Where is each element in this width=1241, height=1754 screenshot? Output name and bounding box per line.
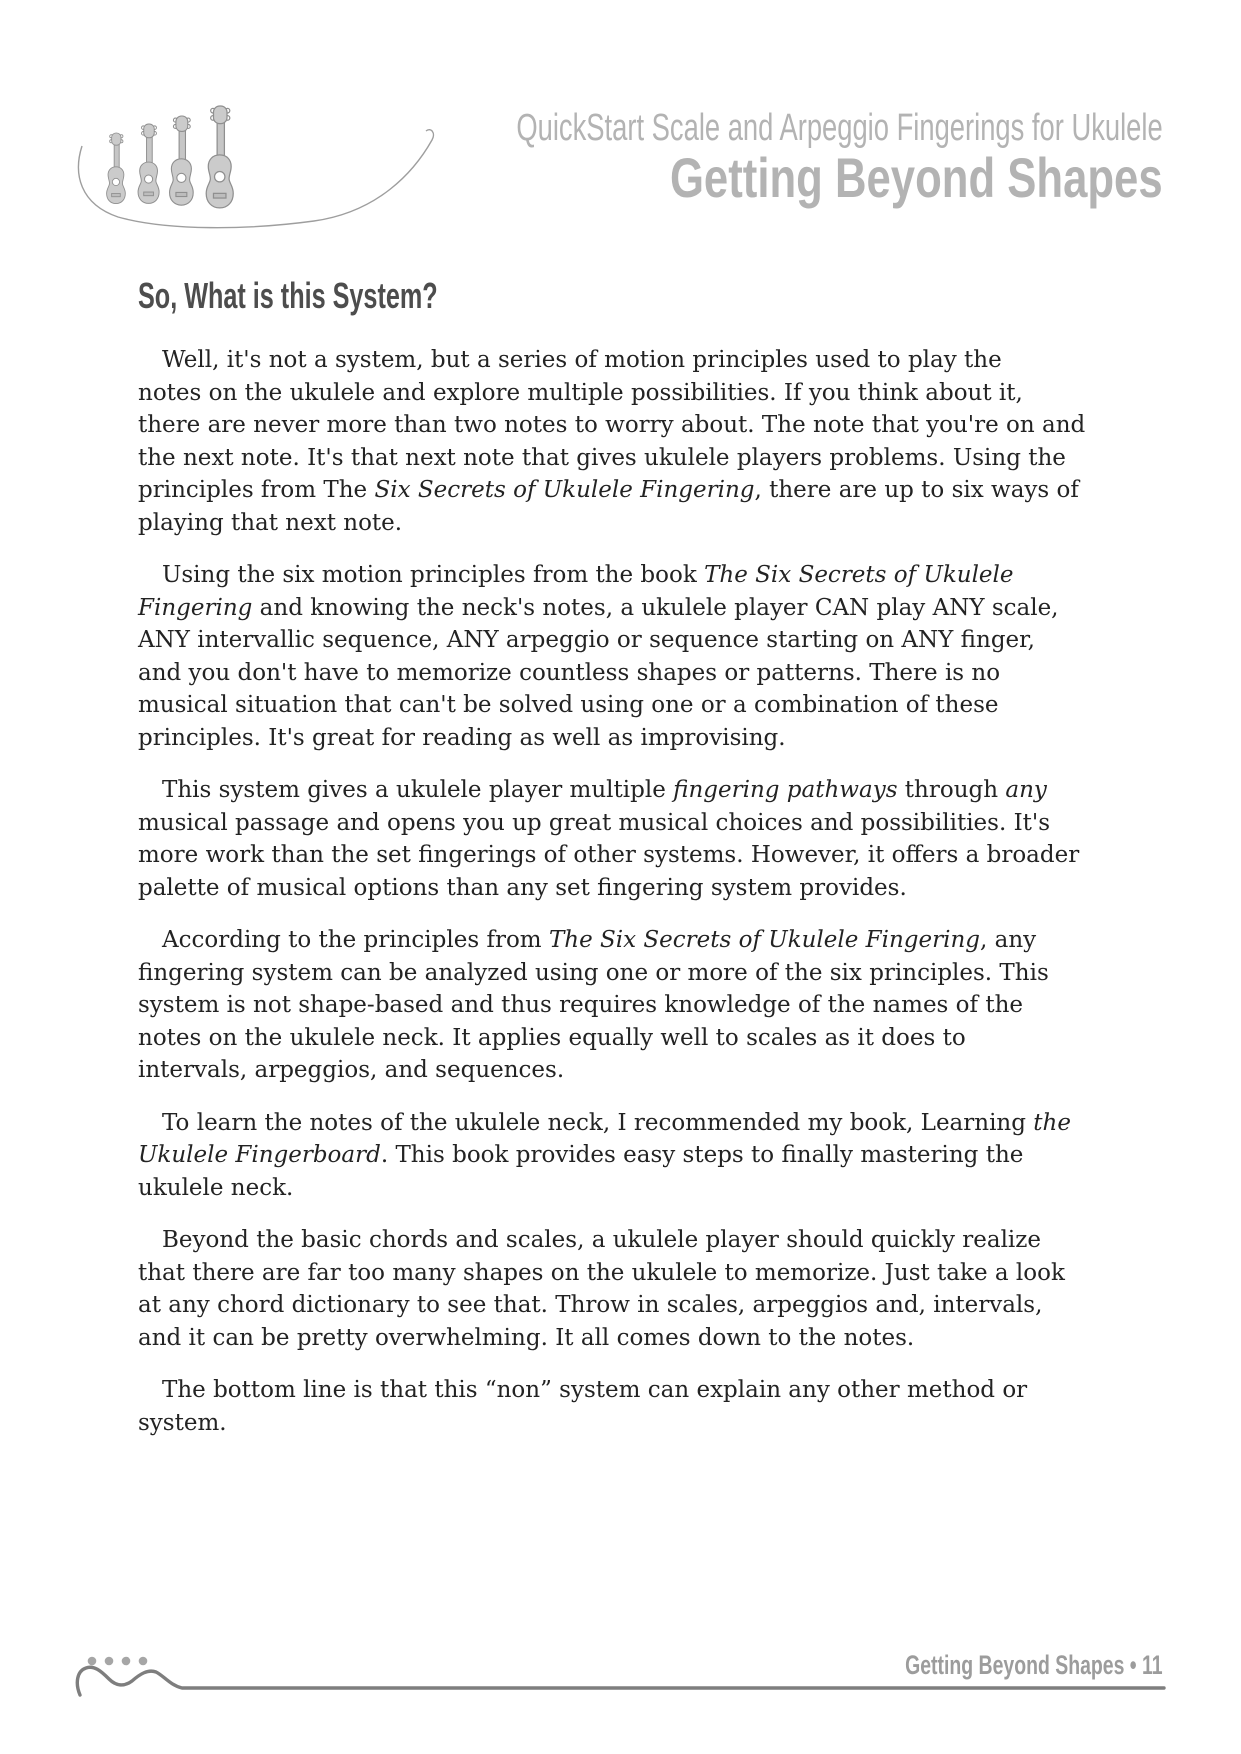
text-run: more work than the set fingerings of other systems. However, it offers a broader <box>138 842 1080 868</box>
text-run: and it can be pretty overwhelming. It all comes down to the notes. <box>138 1324 915 1351</box>
text-run: there are never more than two notes to worry about. The note that you're on and <box>138 412 1086 438</box>
text-run: fingering system can be analyzed using one or more of the six principles. This <box>138 959 1049 986</box>
paragraphs <box>138 344 1148 1439</box>
text-run: This system gives a ukulele player multiple <box>162 777 674 803</box>
text-run: . This book provides easy steps to finally mastering the <box>380 1142 1024 1168</box>
text-run: intervals, arpeggios, and sequences. <box>138 1057 565 1083</box>
text-run: and knowing the neck's notes, a ukulele player CAN play ANY scale, <box>252 594 1059 621</box>
series-title <box>265 109 1163 147</box>
footer-page-label-text: Getting Beyond Shapes • 11 <box>905 1650 1163 1680</box>
ukulele-icon-concert <box>138 124 159 203</box>
paragraph <box>138 1224 1148 1354</box>
paragraph <box>138 1374 1148 1439</box>
text-run: system is not shape-based and thus requires knowledge of the names of the <box>138 992 1024 1018</box>
content <box>138 276 1148 1459</box>
text-run: ukulele neck. <box>138 1174 294 1201</box>
footer-page-label <box>805 1652 1163 1679</box>
text-run: The bottom line is that this “non” system can explain any other method or <box>162 1377 1028 1403</box>
text-run: Beyond the basic chords and scales, a ukulele player should quickly realize <box>162 1227 1042 1253</box>
text-run: notes on the ukulele and explore multiple possibilities. If you think about it, <box>138 379 1023 406</box>
text-run: musical situation that can't be solved using one or a combination of these <box>138 692 999 718</box>
text-run-italic: any <box>1005 777 1047 803</box>
text-run: , there are up to six ways of <box>754 477 1079 503</box>
series-title-text: QuickStart Scale and Arpeggio Fingerings for Ukulele <box>516 107 1163 149</box>
text-run: palette of musical options than any set fingering system provides. <box>138 874 907 901</box>
text-run: musical passage and opens you up great musical choices and possibilities. It's <box>138 809 1051 836</box>
text-run: Well, it's not a system, but a series of motion principles used to play the <box>162 347 1002 373</box>
ukulele-icon-soprano <box>107 133 126 204</box>
text-run: ANY intervallic sequence, ANY arpeggio or sequence starting on ANY finger, <box>138 627 1035 653</box>
paragraph <box>138 1107 1148 1205</box>
text-run-italic: Fingering <box>138 594 253 621</box>
text-run: at any chord dictionary to see that. Throw in scales, arpeggios and, intervals, <box>138 1292 1043 1318</box>
text-run: notes on the ukulele neck. It applies equally well to scales as it does to <box>138 1024 966 1051</box>
tuning-peg-dots <box>88 1657 148 1666</box>
text-run-italic: the <box>1033 1109 1071 1136</box>
paragraph <box>138 774 1148 904</box>
paragraph <box>138 344 1148 539</box>
text-run: principles from The <box>138 477 375 503</box>
section-heading-text: So, What is this System? <box>138 275 438 316</box>
text-run-italic: Ukulele Fingerboard <box>138 1142 381 1168</box>
text-run-italic: Six Secrets of Ukulele Fingering <box>374 477 755 503</box>
text-run: To learn the notes of the ukulele neck, I recommended my book, Learning <box>162 1109 1034 1136</box>
text-run: through <box>897 777 1006 803</box>
text-run: system. <box>138 1409 227 1436</box>
section-heading <box>138 276 1148 316</box>
chapter-title <box>531 146 1163 209</box>
text-run: that there are far too many shapes on the ukulele to memorize. Just take a look <box>138 1259 1065 1286</box>
text-run-italic: fingering pathways <box>673 777 898 803</box>
ukulele-icon-tenor <box>170 116 194 205</box>
text-run-italic: The Six Secrets of Ukulele Fingering <box>548 927 981 953</box>
text-run: the next note. It's that next note that gives ukulele players problems. Using the <box>138 444 1066 471</box>
paragraph <box>138 924 1148 1087</box>
chapter-title-text: Getting Beyond Shapes <box>670 146 1163 209</box>
ukulele-icon-baritone <box>206 106 233 208</box>
text-run: playing that next note. <box>138 509 403 536</box>
text-run-italic: The Six Secrets of Ukulele <box>704 562 1014 588</box>
text-run: According to the principles from <box>162 927 549 953</box>
paragraph <box>138 559 1148 754</box>
text-run: Using the six motion principles from the book <box>162 562 705 588</box>
text-run: and you don't have to memorize countless shapes or patterns. There is no <box>138 659 1001 686</box>
text-run: principles. It's great for reading as well as improvising. <box>138 724 786 751</box>
text-run: , any <box>980 927 1037 953</box>
